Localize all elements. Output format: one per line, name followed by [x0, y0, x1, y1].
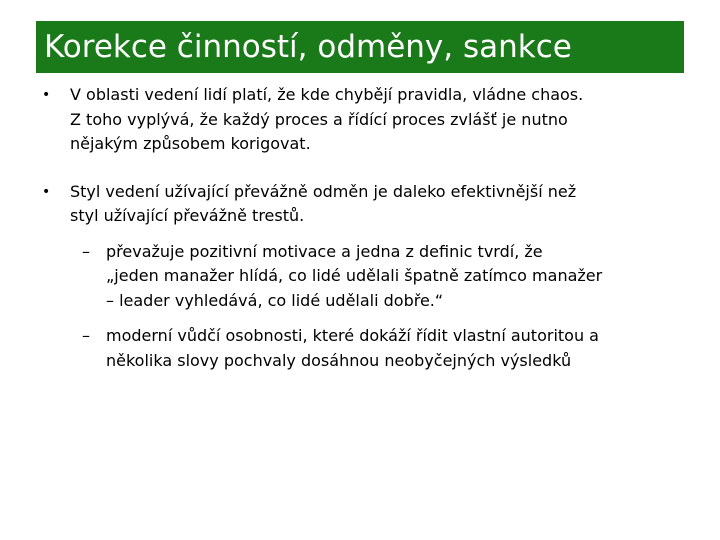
bullet-line: styl užívající převážně trestů. — [70, 206, 305, 225]
bullet-line: nějakým způsobem korigovat. — [70, 134, 311, 153]
sub-marker: – — [82, 326, 90, 345]
slide-title: Korekce činností, odměny, sankce — [44, 29, 572, 65]
sub-list — [70, 240, 680, 374]
bullet-marker: • — [42, 183, 51, 200]
sub-line: „jeden manažer hlídá, co lidé udělali špatně zatímco manažer — [106, 266, 603, 285]
slide-content — [40, 83, 680, 373]
sub-item-2 — [82, 324, 680, 373]
bullet-line: V oblasti vedení lidí platí, že kde chybějí pravidla, vládne chaos. — [70, 85, 584, 104]
bullet-marker: • — [42, 87, 51, 103]
sub-line: moderní vůdčí osobnosti, které dokáží řídit vlastní autoritou a — [106, 326, 599, 345]
sub-line: – leader vyhledává, co lidé udělali dobře.“ — [106, 290, 444, 310]
sub-line: několika slovy pochvaly dosáhnou neobyčejných výsledků — [106, 350, 572, 370]
bullet-item-2 — [40, 180, 680, 374]
slide-title-bar — [36, 21, 684, 73]
sub-line: převažuje pozitivní motivace a jedna z definic tvrdí, že — [106, 241, 543, 261]
sub-marker: – — [82, 241, 90, 261]
bullet-item-1 — [40, 83, 680, 157]
bullet-line: Styl vedení užívající převážně odměn je daleko efektivnější než — [70, 181, 577, 201]
bullet-line: Z toho vyplývá, že každý proces a řídící proces zvlášť je nutno — [70, 109, 568, 129]
sub-item-1 — [82, 240, 680, 314]
